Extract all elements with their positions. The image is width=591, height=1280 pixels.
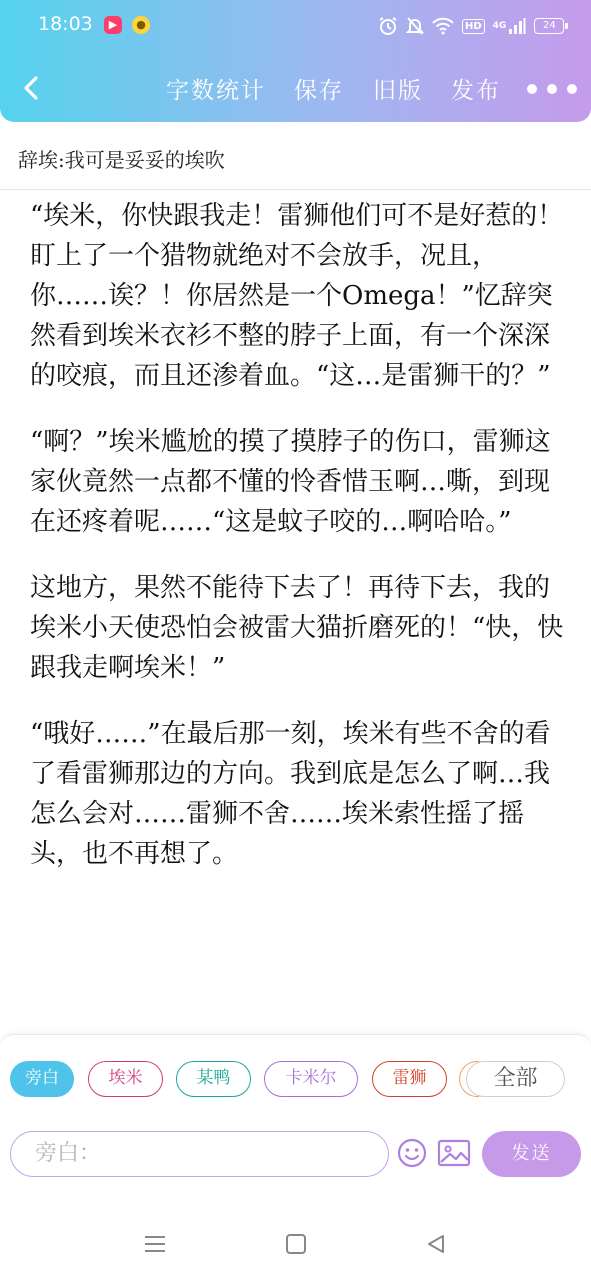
image-picture-icon[interactable] xyxy=(437,1137,471,1169)
old-version-button[interactable]: 旧版 xyxy=(373,78,423,104)
send-button[interactable]: 发送 xyxy=(482,1131,581,1177)
message-input[interactable]: 旁白： xyxy=(10,1131,389,1177)
all-roles-button[interactable]: 全部 xyxy=(466,1061,565,1097)
more-dot xyxy=(547,84,557,94)
role-chip-narrator[interactable]: 旁白 xyxy=(10,1061,74,1097)
story-paragraph: 这地方，果然不能待下去了！再待下去，我的埃米小天使恐怕会被雷大猫折磨死的！“快，快跟我走啊埃米！” xyxy=(30,573,564,683)
back-triangle-icon[interactable] xyxy=(425,1234,447,1254)
app-chick-icon: ● xyxy=(132,16,150,34)
save-button[interactable]: 保存 xyxy=(294,78,344,104)
story-paragraph: “埃米，你快跟我走！雷狮他们可不是好惹的！盯上了一个猎物就绝对不会放手，况且，你……诶？！你居然是一个Omega！”忆辞突然看到埃米衣衫不整的脖子上面，有一个深深的咬痕，而且还渗着血。“这…是雷狮干的？” xyxy=(30,201,564,391)
battery-icon: 24 xyxy=(534,18,564,34)
role-chip-leishi[interactable]: 雷狮 xyxy=(372,1061,447,1097)
system-navigation-bar xyxy=(0,1180,591,1280)
emoji-smile-icon[interactable] xyxy=(396,1137,428,1169)
status-time: 18:03 xyxy=(38,13,93,35)
more-dot xyxy=(527,84,537,94)
hd-icon: HD xyxy=(462,19,485,34)
alarm-icon xyxy=(378,16,398,36)
story-body[interactable] xyxy=(30,196,565,900)
word-count-button[interactable]: 字数统计 xyxy=(166,78,266,104)
network-type: 4G xyxy=(492,21,507,31)
story-paragraph: “啊？”埃米尴尬的摸了摸脖子的伤口，雷狮这家伙竟然一点都不懂的怜香惜玉啊…嘶，到现在还疼着呢……“这是蚊子咬的…啊哈哈。” xyxy=(30,427,551,537)
system-status-icons xyxy=(378,14,564,38)
publish-button[interactable]: 发布 xyxy=(451,78,501,104)
role-chip-camille[interactable]: 卡米尔 xyxy=(264,1061,358,1097)
more-dots-icon[interactable] xyxy=(527,82,577,96)
chapter-title[interactable]: 辞埃:我可是妥妥的埃吹 xyxy=(18,148,225,172)
wifi-icon xyxy=(432,17,454,35)
divider xyxy=(0,189,591,190)
story-paragraph: “哦好……”在最后那一刻，埃米有些不舍的看了看雷狮那边的方向。我到底是怎么了啊…我怎么会对……雷狮不舍……埃米索性摇了摇头，也不再想了。 xyxy=(30,719,551,869)
app-video-icon: ▶ xyxy=(104,16,122,34)
role-chip-duck[interactable]: 某鸭 xyxy=(176,1061,251,1097)
more-dot xyxy=(567,84,577,94)
mute-bell-icon xyxy=(406,16,424,36)
role-chip-emi[interactable]: 埃米 xyxy=(88,1061,163,1097)
composer-panel xyxy=(0,1034,591,1180)
signal-icon xyxy=(508,17,526,35)
back-button[interactable] xyxy=(18,70,46,106)
home-square-icon[interactable] xyxy=(286,1234,306,1254)
menu-lines-icon[interactable] xyxy=(144,1234,166,1254)
top-bar xyxy=(0,0,591,122)
